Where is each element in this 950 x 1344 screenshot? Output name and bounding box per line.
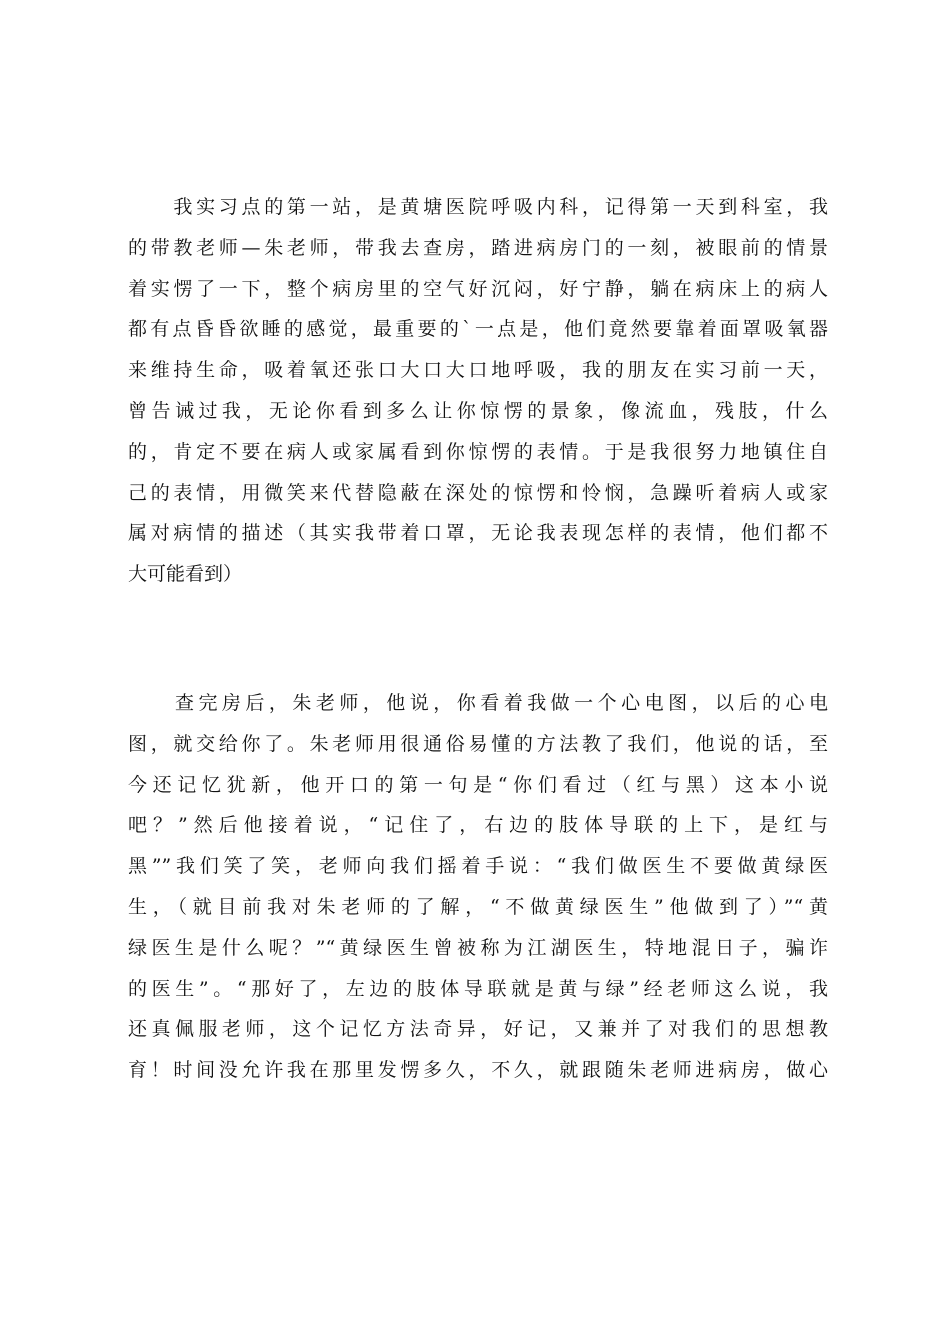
text-line: 曾告诫过我，无论你看到多么让你惊愣的景象，像流血，残肢，什么 (128, 399, 828, 422)
text-line: 都有点昏昏欲睡的感觉，最重要的`一点是，他们竟然要靠着面罩吸氧器 (128, 318, 828, 341)
text-line: 的带教老师—朱老师，带我去查房，踏进病房门的一刻，被眼前的情景 (128, 236, 828, 259)
text-line: 的医生”。“那好了，左边的肢体导联就是黄与绿”经老师这么说，我 (128, 977, 828, 1000)
text-line: 绿医生是什么呢？”“黄绿医生曾被称为江湖医生，特地混日子，骗诈 (128, 936, 828, 959)
text-line: 图，就交给你了。朱老师用很通俗易懂的方法教了我们，他说的话，至 (128, 732, 828, 755)
text-line: 己的表情，用微笑来代替隐蔽在深处的惊愣和怜悯，急躁听着病人或家 (128, 481, 828, 504)
text-line: 大可能看到） (128, 563, 243, 586)
text-line: 生，（就目前我对朱老师的了解，“不做黄绿医生”他做到了）”“黄 (128, 895, 828, 918)
text-line: 吧？”然后他接着说，“记住了，右边的肢体导联的上下，是红与 (128, 814, 828, 837)
paragraph-2 (128, 683, 828, 1091)
text-line: 育！时间没允许我在那里发愣多久，不久，就跟随朱老师进病房，做心 (128, 1059, 828, 1082)
text-line: 着实愣了一下，整个病房里的空气好沉闷，好宁静，躺在病床上的病人 (128, 277, 828, 300)
text-line: 的，肯定不要在病人或家属看到你惊愣的表情。于是我很努力地镇住自 (128, 440, 828, 463)
text-line: 属对病情的描述（其实我带着口罩，无论我表现怎样的表情，他们都不 (128, 522, 828, 545)
text-line: 黑””我们笑了笑，老师向我们摇着手说：“我们做医生不要做黄绿医 (128, 855, 828, 878)
text-line: 我实习点的第一站，是黄塘医院呼吸内科，记得第一天到科室，我 (128, 196, 828, 218)
text-line: 还真佩服老师，这个记忆方法奇异，好记，又兼并了对我们的思想教 (128, 1018, 828, 1041)
text-line: 来维持生命，吸着氧还张口大口大口地呼吸，我的朋友在实习前一天， (128, 359, 828, 382)
paragraph-1 (128, 187, 828, 595)
text-line: 查完房后，朱老师，他说，你看着我做一个心电图，以后的心电 (128, 692, 828, 714)
text-line: 今还记忆犹新，他开口的第一句是“你们看过（红与黑）这本小说 (128, 773, 828, 796)
